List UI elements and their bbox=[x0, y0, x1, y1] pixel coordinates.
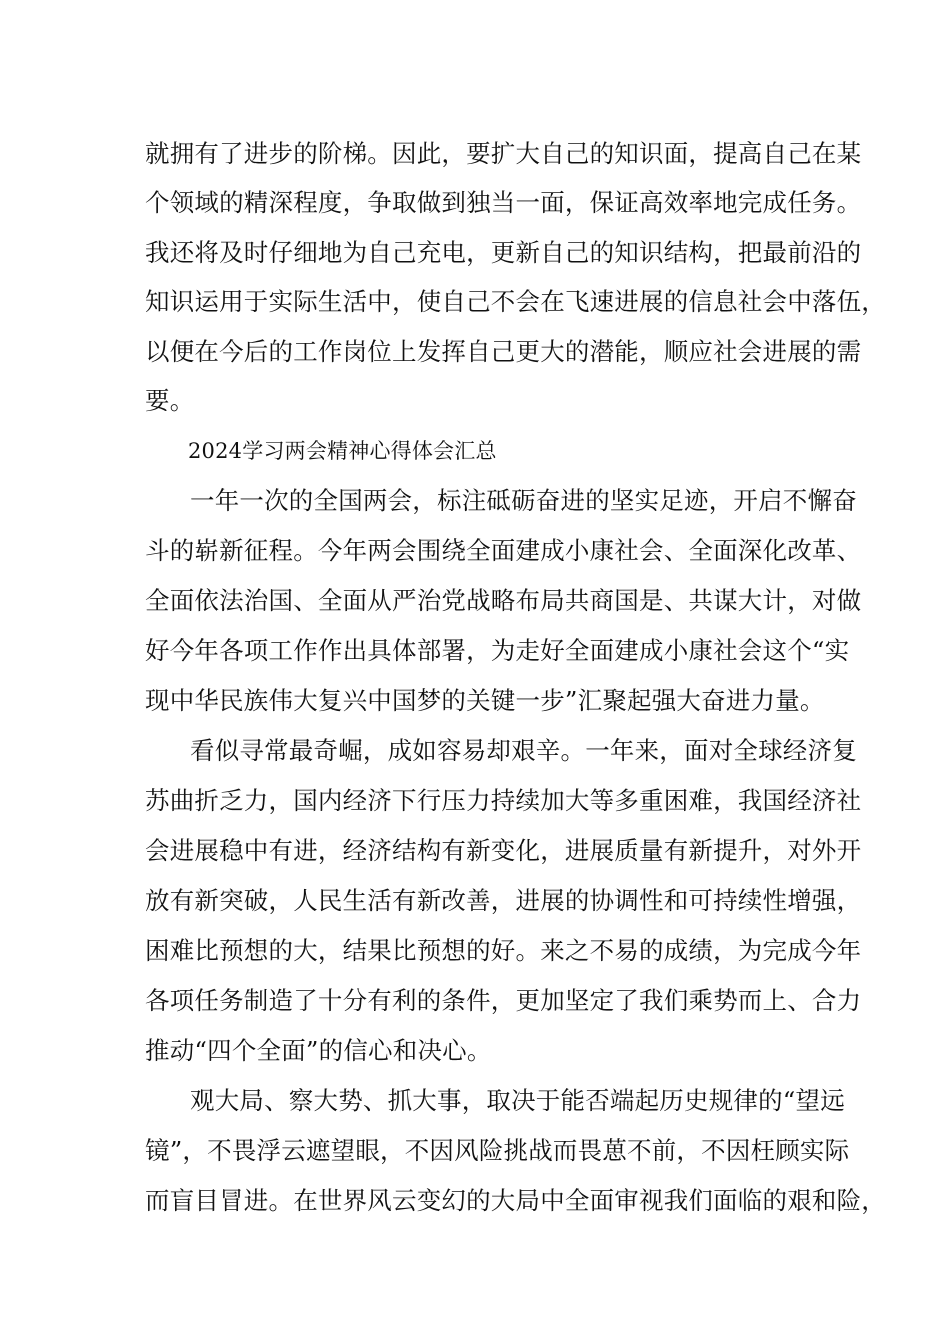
section-heading: 2024学习两会精神心得体会汇总 bbox=[188, 439, 497, 463]
text-line: 我还将及时仔细地为自己充电，更新自己的知识结构，把最前沿的 bbox=[145, 238, 862, 267]
text-line: 个领域的精深程度，争取做到独当一面，保证高效率地完成任务。 bbox=[145, 188, 862, 217]
text-line: 以便在今后的工作岗位上发挥自己更大的潜能，顺应社会进展的需 bbox=[145, 337, 862, 366]
paragraph-first-line: 观大局、察大势、抓大事，取决于能否端起历史规律的“望远 bbox=[190, 1086, 845, 1115]
paragraph-first-line: 一年一次的全国两会，标注砥砺奋进的坚实足迹，开启不懈奋 bbox=[190, 486, 857, 515]
text-line: 好今年各项工作作出具体部署，为走好全面建成小康社会这个“实 bbox=[145, 636, 850, 665]
text-line: 现中华民族伟大复兴中国梦的关键一步”汇聚起强大奋进力量。 bbox=[145, 686, 825, 715]
text-line: 推动“四个全面”的信心和决心。 bbox=[145, 1036, 492, 1065]
text-line: 困难比预想的大，结果比预想的好。来之不易的成绩，为完成今年 bbox=[145, 936, 862, 965]
text-line: 要。 bbox=[145, 386, 195, 415]
text-line: 放有新突破，人民生活有新改善，进展的协调性和可持续性增强， bbox=[145, 886, 862, 915]
text-line: 苏曲折乏力，国内经济下行压力持续加大等多重困难，我国经济社 bbox=[145, 786, 862, 815]
text-line: 就拥有了进步的阶梯。因此，要扩大自己的知识面，提高自己在某 bbox=[145, 139, 862, 168]
text-line: 斗的崭新征程。今年两会围绕全面建成小康社会、全面深化改革、 bbox=[145, 536, 862, 565]
text-line: 而盲目冒进。在世界风云变幻的大局中全面审视我们面临的艰和险， bbox=[145, 1186, 886, 1215]
text-line: 知识运用于实际生活中，使自己不会在飞速进展的信息社会中落伍， bbox=[145, 287, 886, 316]
text-line: 各项任务制造了十分有利的条件，更加坚定了我们乘势而上、合力 bbox=[145, 986, 862, 1015]
text-line: 镜”，不畏浮云遮望眼，不因风险挑战而畏葸不前，不因枉顾实际 bbox=[145, 1136, 850, 1165]
paragraph-first-line: 看似寻常最奇崛，成如容易却艰辛。一年来，面对全球经济复 bbox=[190, 736, 857, 765]
text-line: 会进展稳中有进，经济结构有新变化，进展质量有新提升，对外开 bbox=[145, 836, 862, 865]
text-line: 全面依法治国、全面从严治党战略布局共商国是、共谋大计，对做 bbox=[145, 586, 862, 615]
